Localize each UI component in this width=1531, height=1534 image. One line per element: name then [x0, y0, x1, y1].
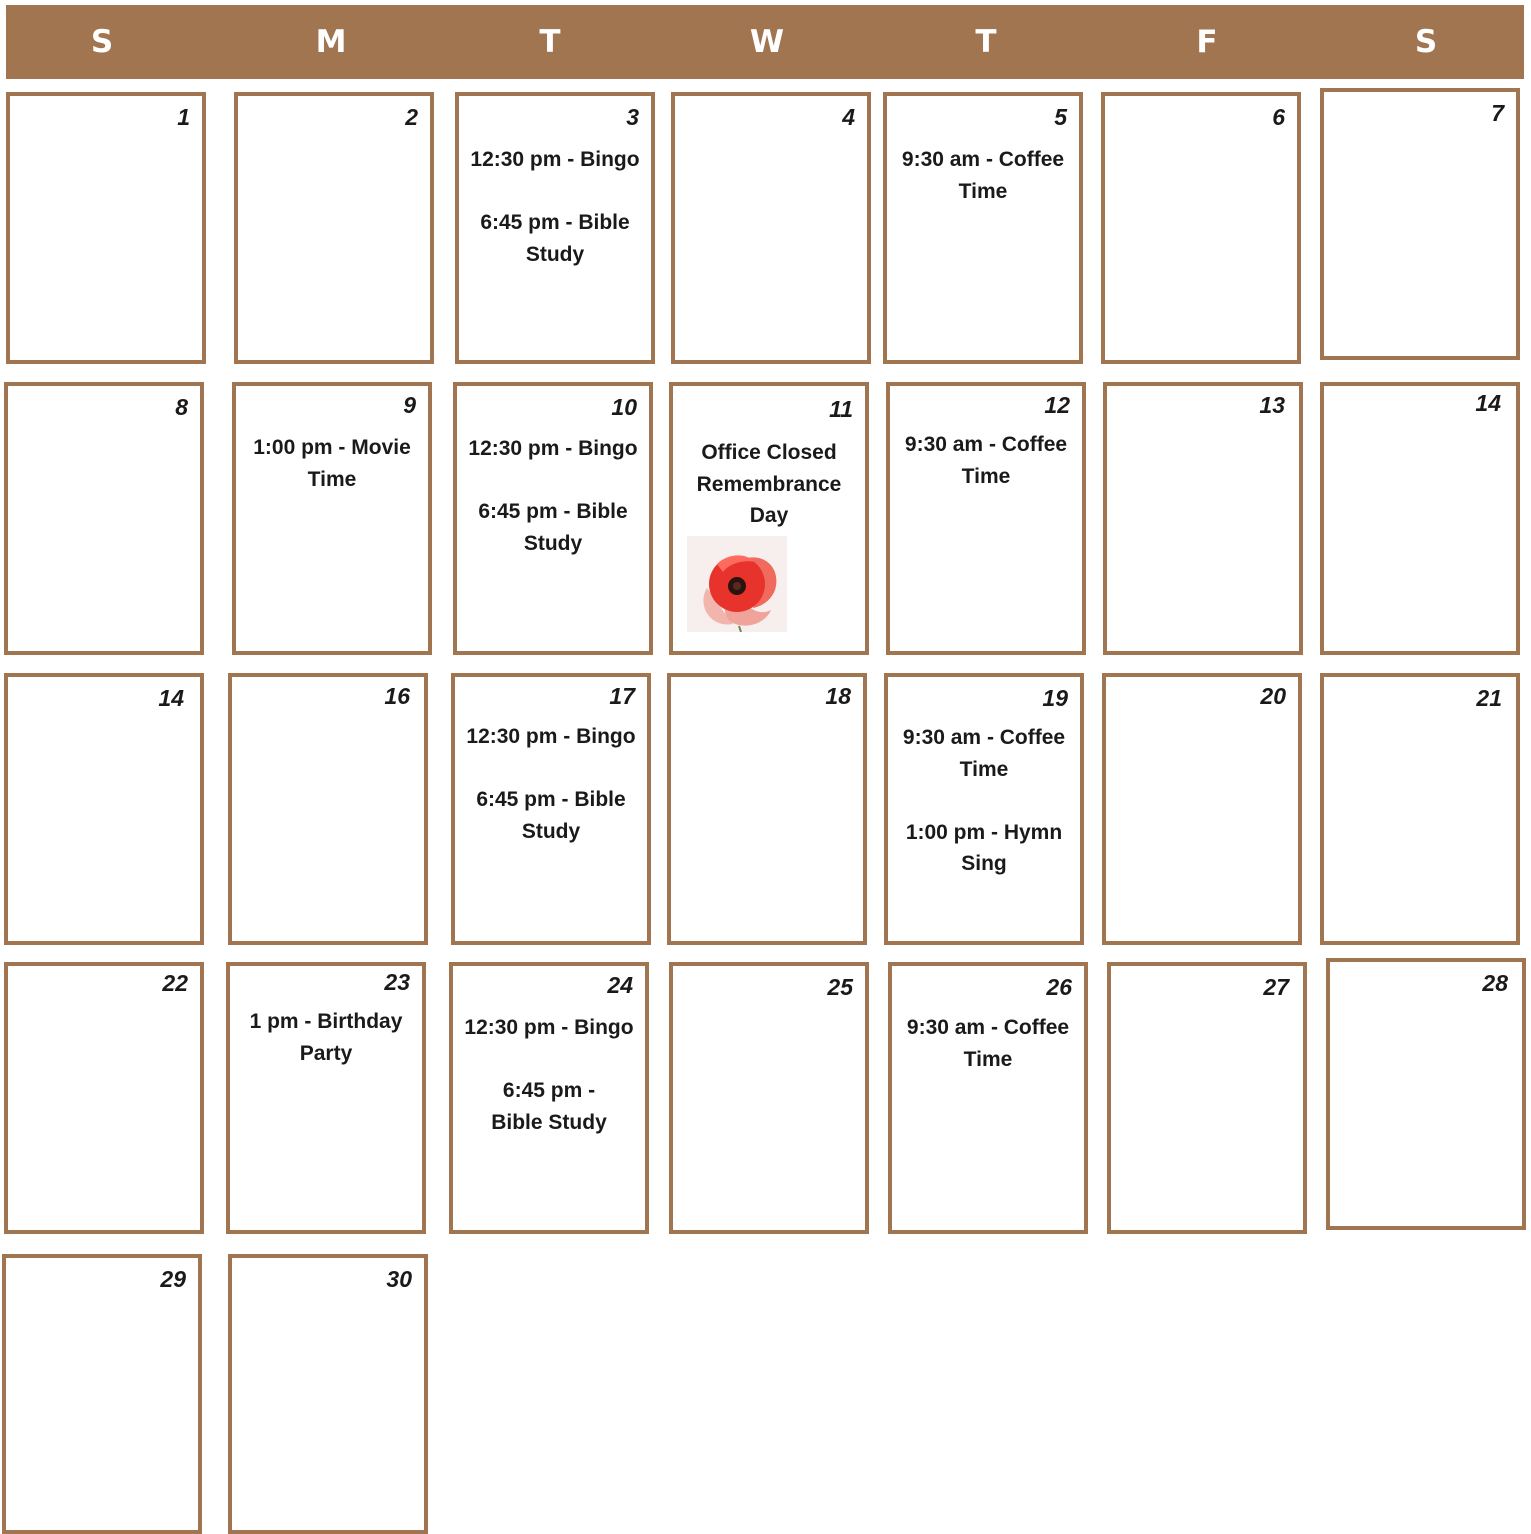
day-cell[interactable] [1326, 958, 1526, 1230]
day-cell[interactable] [1107, 962, 1307, 1234]
weekday-wednesday: W [749, 24, 785, 60]
day-number: 11 [829, 396, 853, 422]
day-number: 12 [1044, 392, 1070, 418]
day-number: 18 [825, 683, 851, 709]
day-number: 23 [384, 969, 410, 995]
day-cell[interactable] [232, 382, 432, 655]
day-cell[interactable] [1320, 673, 1520, 945]
day-cell[interactable] [1102, 673, 1302, 945]
day-cell[interactable] [4, 673, 204, 945]
day-number: 9 [403, 392, 416, 418]
day-cell[interactable] [883, 92, 1083, 364]
day-number: 2 [405, 104, 418, 130]
day-number: 10 [611, 394, 637, 420]
day-number: 7 [1491, 100, 1504, 126]
weekday-thursday: T [975, 24, 997, 60]
day-number: 14 [158, 685, 184, 711]
day-cell[interactable] [886, 382, 1086, 655]
poppy-icon [687, 536, 787, 632]
day-number: 20 [1260, 683, 1286, 709]
day-number: 6 [1272, 104, 1285, 130]
day-number: 28 [1482, 970, 1508, 996]
day-cell[interactable] [1101, 92, 1301, 364]
day-events: 9:30 am - Coffee Time [904, 433, 1068, 488]
day-events: 1 pm - Birthday Party [249, 1010, 403, 1065]
day-number: 1 [177, 104, 190, 130]
day-cell[interactable] [1103, 382, 1303, 655]
day-cell[interactable] [226, 962, 426, 1234]
day-cell[interactable] [4, 962, 204, 1234]
day-number: 25 [827, 974, 853, 1000]
day-number: 21 [1476, 685, 1502, 711]
day-number: 3 [626, 104, 639, 130]
day-cell[interactable] [888, 962, 1088, 1234]
day-cell[interactable] [449, 962, 649, 1234]
day-cell[interactable] [669, 962, 869, 1234]
weekday-tuesday: T [539, 24, 561, 60]
day-number: 5 [1054, 104, 1067, 130]
day-events: 9:30 am - Coffee Time 1:00 pm - Hymn Sing [902, 726, 1066, 875]
weekday-sunday: S [90, 24, 114, 60]
day-events: 9:30 am - Coffee Time [901, 148, 1065, 203]
day-number: 26 [1046, 974, 1072, 1000]
day-number: 24 [607, 972, 633, 998]
day-cell[interactable] [2, 1254, 202, 1534]
day-events: 1:00 pm - Movie Time [253, 436, 411, 491]
day-cell[interactable] [453, 382, 653, 655]
day-number: 30 [386, 1266, 412, 1292]
day-events: Office Closed Remembrance Day [696, 441, 842, 527]
day-number: 14 [1475, 390, 1501, 416]
day-events: 12:30 pm - Bingo 6:45 pm - Bible Study [468, 437, 638, 555]
day-events: 12:30 pm - Bingo 6:45 pm - Bible Study [466, 725, 636, 843]
weekday-friday: F [1196, 24, 1218, 60]
day-cell[interactable] [451, 673, 651, 945]
day-cell[interactable] [669, 382, 869, 655]
day-cell[interactable] [671, 92, 871, 364]
day-cell[interactable] [4, 382, 204, 655]
day-cell[interactable] [667, 673, 867, 945]
day-number: 19 [1042, 685, 1068, 711]
day-number: 16 [384, 683, 410, 709]
day-number: 29 [160, 1266, 186, 1292]
day-events: 12:30 pm - Bingo 6:45 pm - Bible Study [470, 148, 640, 266]
day-cell[interactable] [234, 92, 434, 364]
day-events: 12:30 pm - Bingo 6:45 pm - Bible Study [464, 1016, 634, 1134]
day-number: 27 [1263, 974, 1289, 1000]
day-cell[interactable] [884, 673, 1084, 945]
day-number: 8 [175, 394, 188, 420]
day-cell[interactable] [1320, 382, 1520, 655]
day-cell[interactable] [6, 92, 206, 364]
day-number: 17 [609, 683, 635, 709]
day-number: 22 [162, 970, 188, 996]
weekday-saturday: S [1414, 24, 1438, 60]
day-number: 4 [842, 104, 855, 130]
weekday-header [6, 5, 1524, 79]
weekday-monday: M [315, 24, 347, 60]
day-cell[interactable] [1320, 88, 1520, 360]
day-cell[interactable] [455, 92, 655, 364]
day-cell[interactable] [228, 673, 428, 945]
day-number: 13 [1259, 392, 1285, 418]
day-cell[interactable] [228, 1254, 428, 1534]
day-events: 9:30 am - Coffee Time [906, 1016, 1070, 1071]
